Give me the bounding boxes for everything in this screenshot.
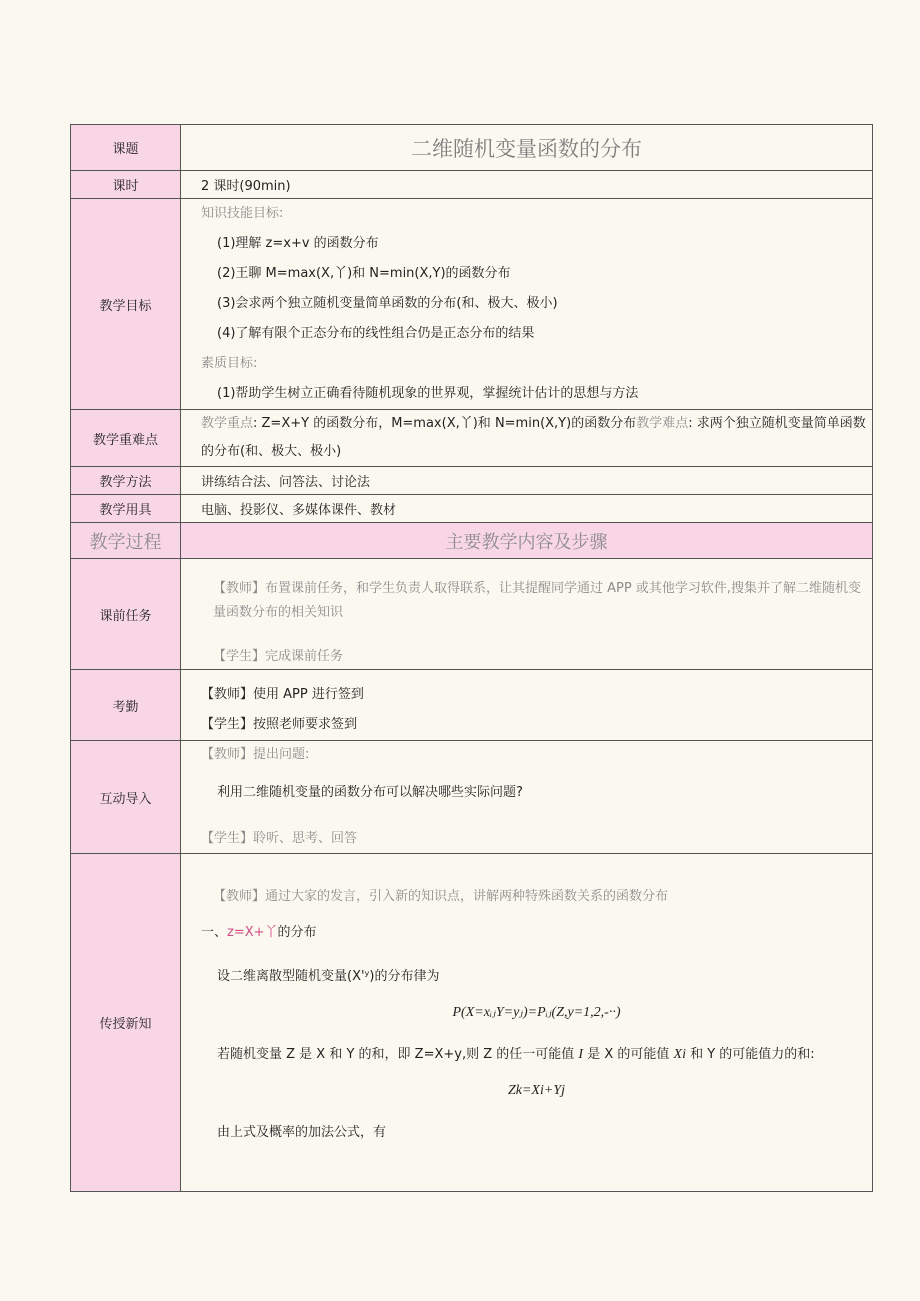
discrete-intro: 设二维离散型随机变量(X'ʸ)的分布律为 <box>217 969 440 984</box>
goal-item-3: (3)会求两个独立随机变量简单函数的分布(和、极大、极小) <box>217 296 558 311</box>
attendance-content <box>181 670 873 741</box>
pre-class-content <box>181 559 873 670</box>
distribution-formula: P(X=xᵢⱼY=yⱼ)=Pᵢⱼ(Z,y=1,2,-··) <box>452 1005 621 1020</box>
intro-content <box>181 741 873 854</box>
section-heading <box>201 920 872 946</box>
intro-teacher: 【教师】提出问题: <box>201 747 310 762</box>
process-header-title: 主要教学内容及步骤 <box>181 523 873 559</box>
tools-label: 教学用具 <box>71 495 181 523</box>
topic-label: 课题 <box>71 125 181 171</box>
section-prefix: 一、 <box>201 925 228 940</box>
difficulty-text: : 求两个独立随机变量简单函数的分布(和、极大、极小) <box>201 416 866 459</box>
sum-text-xi: Xi <box>673 1047 686 1062</box>
focus-heading: 教学重点 <box>201 416 254 431</box>
knowledge-goals-heading: 知识技能目标: <box>201 206 284 221</box>
quality-goals-heading: 素质目标: <box>201 356 258 371</box>
teach-label: 传授新知 <box>71 854 181 1192</box>
intro-question: 利用二维随机变量的函数分布可以解决哪些实际问题? <box>217 785 523 800</box>
process-header-label: 教学过程 <box>71 523 181 559</box>
intro-label: 互动导入 <box>71 741 181 854</box>
goals-content <box>181 199 873 410</box>
focus-text: : Z=X+Y 的函数分布，M=max(X,丫)和 N=min(X,Y)的函数分布 <box>253 416 637 431</box>
goal-item-4: (4)了解有限个正态分布的线性组合仍是正态分布的结果 <box>217 326 535 341</box>
lesson-title: 二维随机变量函数的分布 <box>181 125 873 171</box>
lesson-plan-table <box>70 124 873 1192</box>
key-points-content <box>181 410 873 467</box>
pre-class-label: 课前任务 <box>71 559 181 670</box>
goal-item-2: (2)王聊 M=max(X,丫)和 N=min(X,Y)的函数分布 <box>217 266 511 281</box>
difficulty-heading: 教学难点 <box>636 416 689 431</box>
goal-item-1: (1)理解 z=x+v 的函数分布 <box>217 236 379 251</box>
sum-explanation <box>201 1042 872 1068</box>
sum-text-i: I <box>578 1047 584 1062</box>
teach-teacher: 【教师】通过大家的发言，引入新的知识点，讲解两种特殊函数关系的函数分布 <box>213 889 669 904</box>
attendance-label: 考勤 <box>71 670 181 741</box>
section-formula: z=X+丫 <box>227 925 278 940</box>
sum-text-c: 和 Y 的可能值力的和: <box>685 1047 815 1062</box>
teach-content <box>181 854 873 1192</box>
addition-formula-line: 由上式及概率的加法公式，有 <box>217 1125 387 1140</box>
hours-label: 课时 <box>71 171 181 199</box>
pre-class-student: 【学生】完成课前任务 <box>213 649 344 664</box>
sum-text-b: 是 X 的可能值 <box>583 1047 674 1062</box>
hours-value: 2 课时(90min) <box>181 171 873 199</box>
intro-student: 【学生】聆听、思考、回答 <box>201 831 358 846</box>
attendance-teacher: 【教师】使用 APP 进行签到 <box>201 687 364 702</box>
section-suffix: 的分布 <box>277 925 317 940</box>
method-value: 讲练结合法、问答法、讨论法 <box>181 467 873 495</box>
attendance-student: 【学生】按照老师要求签到 <box>201 717 358 732</box>
quality-item-1: (1)帮助学生树立正确看待随机现象的世界观，掌握统计估计的思想与方法 <box>217 386 639 401</box>
key-points-label: 教学重难点 <box>71 410 181 467</box>
method-label: 教学方法 <box>71 467 181 495</box>
goals-label: 教学目标 <box>71 199 181 410</box>
sum-text-a: 若随机变量 Z 是 X 和 Y 的和，即 Z=X+y,则 Z 的任一可能值 <box>217 1047 579 1062</box>
tools-value: 电脑、投影仪、多媒体课件、教材 <box>181 495 873 523</box>
sum-formula: Zk=Xi+Yj <box>507 1083 565 1098</box>
pre-class-teacher: 【教师】布置课前任务，和学生负责人取得联系，让其提醒同学通过 APP 或其他学习软件,搜集并了解二维随机变量函数分布的相关知识 <box>213 581 861 620</box>
